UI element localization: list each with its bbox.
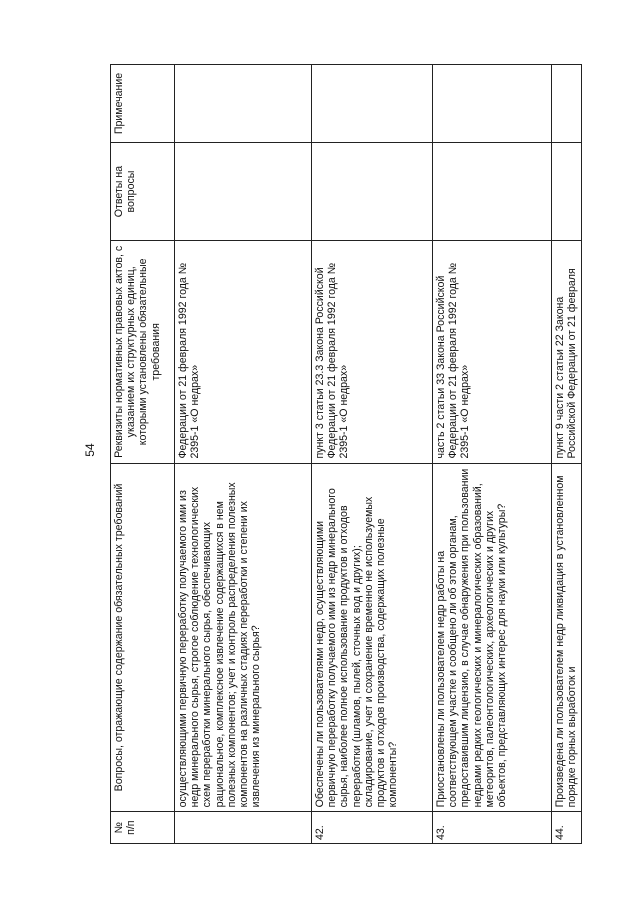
page-number: 54 [83, 443, 97, 457]
row-answer-cell[interactable] [552, 142, 582, 240]
header-answers: Ответы на вопросы [111, 142, 175, 240]
row-note-cell[interactable] [312, 65, 433, 143]
row-question: осуществляющими первичную переработку получаемого ими из недр минерального сырья, строгое соблюдение технологических схем переработки минерального сырья, обеспечивающих рациональное, комплексное извлечение содержащихся в нем полезных компонентов; учет и контроль распределения полезных компонентов на различных стадиях переработки и степени их извлечения из минерального сырья? [175, 463, 312, 812]
requirements-table-rotated [110, 64, 638, 844]
requirements-table-wrapper [110, 64, 638, 844]
row-num: 42. [312, 812, 433, 844]
table-header-row [111, 65, 175, 844]
row-note-cell[interactable] [552, 65, 582, 143]
row-requisites: Федерации от 21 февраля 1992 года № 2395-1 «О недрах» [175, 241, 312, 463]
table-row [552, 65, 582, 844]
row-requisites: пункт 3 статьи 23.3 Закона Российской Федерации от 21 февраля 1992 года № 2395-1 «О недрах» [312, 241, 433, 463]
row-requisites: часть 2 статьи 33 Закона Российской Федерации от 21 февраля 1992 года № 2395-1 «О недрах» [433, 241, 552, 463]
row-num: 43. [433, 812, 552, 844]
row-question: Произведена ли пользователем недр ликвидация в установленном порядке горных выработок и [552, 463, 582, 812]
row-requisites: пункт 9 части 2 статьи 22 Закона Российской Федерации от 21 февраля [552, 241, 582, 463]
header-requisites: Реквизиты нормативных правовых актов, с указанием их структурных единиц, которыми установлены обязательные требования [111, 241, 175, 463]
row-answer-cell[interactable] [433, 142, 552, 240]
row-answer-cell[interactable] [175, 142, 312, 240]
header-question: Вопросы, отражающие содержание обязательных требований [111, 463, 175, 812]
table-row [312, 65, 433, 844]
header-num: № п/п [111, 812, 175, 844]
row-question: Приостановлены ли пользователем недр работы на соответствующем участке и сообщено ли об этом органам, предоставившим лицензию, в случае обнаружения при пользовании недрами редких геологических и минералогических образований, метеоритов, палеонтологических, археологических и других объектов, представляющих интерес для науки или культуры? [433, 463, 552, 812]
row-num [175, 812, 312, 844]
table-row [175, 65, 312, 844]
table-row [433, 65, 552, 844]
row-answer-cell[interactable] [312, 142, 433, 240]
requirements-table [110, 64, 582, 844]
row-note-cell[interactable] [433, 65, 552, 143]
row-question: Обеспечены ли пользователями недр, осуществляющими первичную переработку получаемого ими из недр минерального сырья, наиболее полное использование продуктов и отходов переработки (шламов, пылей, сточных вод и других); складирование, учет и сохранение временно не используемых продуктов и отходов производства, содержащих полезные компоненты? [312, 463, 433, 812]
header-note: Примечание [111, 65, 175, 143]
row-note-cell[interactable] [175, 65, 312, 143]
row-num: 44. [552, 812, 582, 844]
